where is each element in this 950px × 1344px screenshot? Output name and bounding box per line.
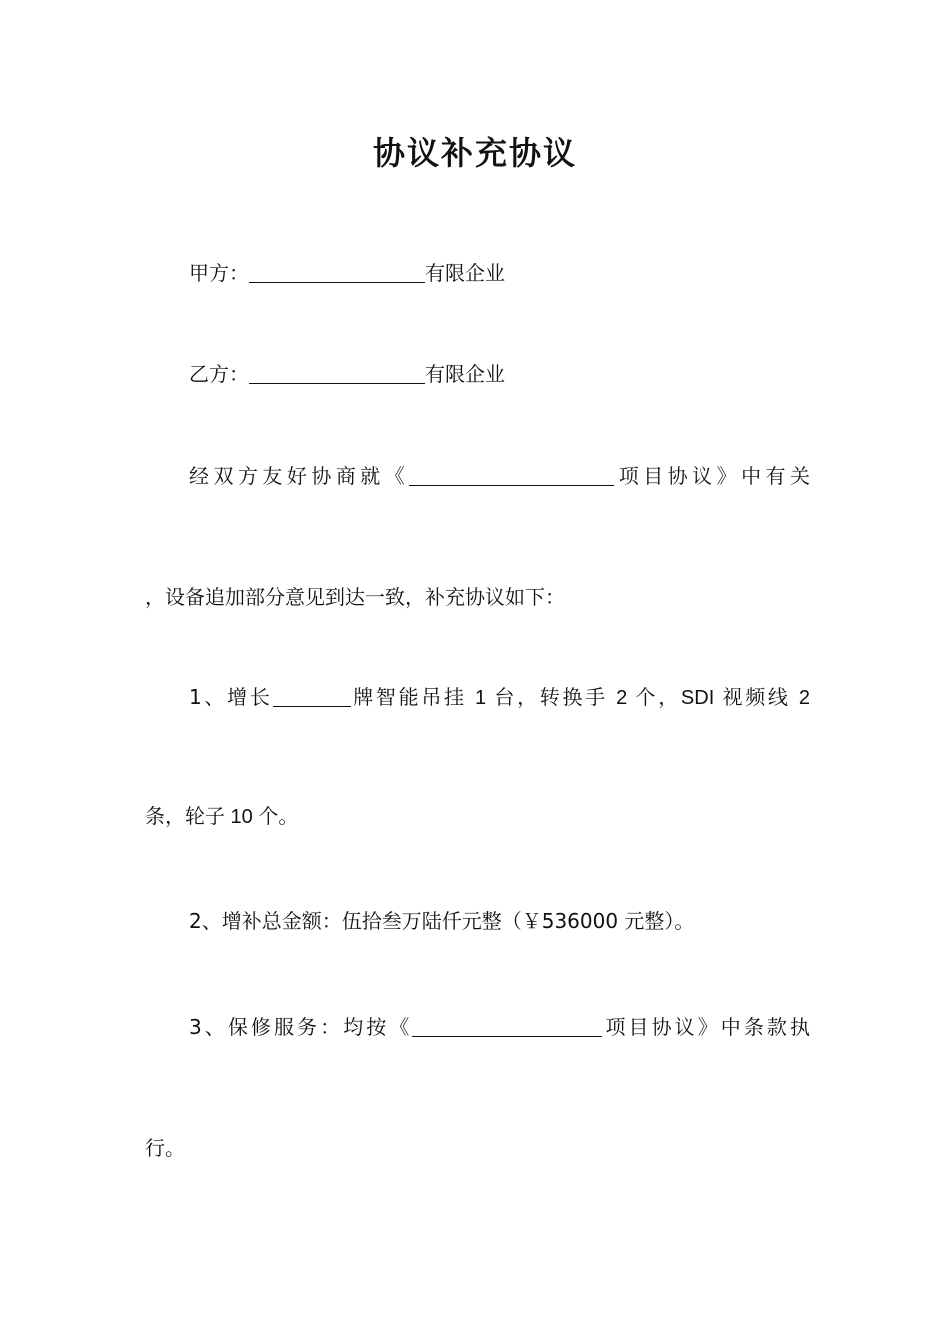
party-a-label: 甲方： <box>189 261 249 285</box>
item1-text-part1: 1、增长 <box>189 685 273 709</box>
item1-continuation-line: 条，轮子 10 个。 <box>145 806 299 828</box>
party-b-blank[interactable] <box>249 363 425 384</box>
party-b-label: 乙方： <box>189 362 249 386</box>
item1-text-part2: 牌智能吊挂 1 台，转换手 2 个，SDI 视频线 2 <box>350 687 810 709</box>
item2-line: 2、增补总金额：伍拾叁万陆仟元整（￥536000 元整）。 <box>189 909 695 933</box>
item3-text-part2: 项目协议》中条款执 <box>602 1015 810 1039</box>
party-a-line <box>189 259 810 287</box>
intro-first-line <box>189 462 810 490</box>
item3-continuation-line: 行。 <box>145 1136 185 1160</box>
intro-continuation-line: ，设备追加部分意见到达一致，补充协议如下： <box>145 585 565 609</box>
item1-first-line <box>189 683 810 712</box>
item3-first-line <box>189 1013 810 1041</box>
intro-text-part2: 项目协议》中有关 <box>614 464 811 488</box>
intro-text-part1: 经双方友好协商就《 <box>189 464 410 488</box>
party-a-blank[interactable] <box>249 262 425 283</box>
party-a-suffix: 有限企业 <box>425 261 505 285</box>
party-b-line <box>189 360 810 388</box>
document-title: 协议补充协议 <box>372 134 577 172</box>
brand-blank[interactable] <box>273 686 351 707</box>
project-name-blank[interactable] <box>409 465 614 486</box>
warranty-project-blank[interactable] <box>412 1016 602 1037</box>
item3-text-part1: 3、保修服务：均按《 <box>189 1015 413 1039</box>
party-b-suffix: 有限企业 <box>425 362 505 386</box>
